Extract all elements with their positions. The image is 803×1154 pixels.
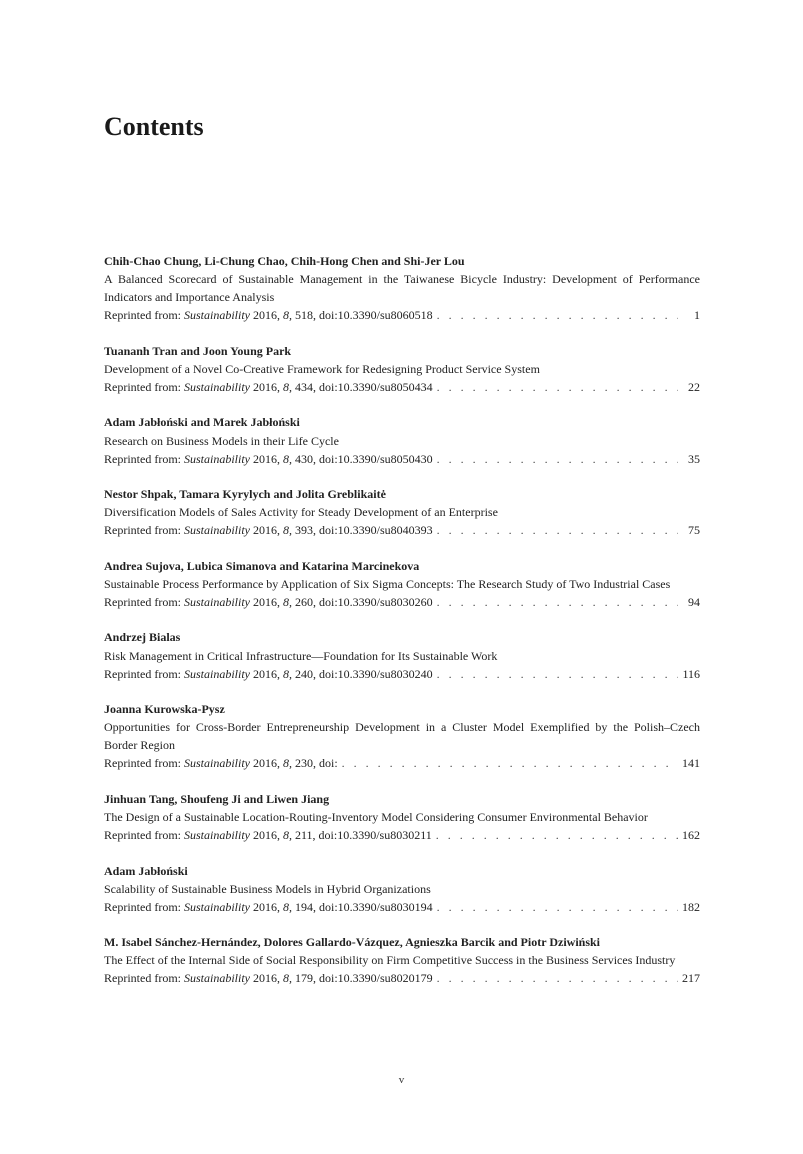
reprint-prefix: Reprinted from:	[104, 899, 181, 914]
entry-title: A Balanced Scorecard of Sustainable Management in the Taiwanese Bicycle Industry: Development of Performance Indicators and Importance Analysis	[104, 272, 700, 305]
citation-text	[104, 378, 433, 396]
toc-entry[interactable]	[104, 790, 700, 844]
entry-citation	[104, 521, 700, 539]
dot-leader	[437, 378, 678, 396]
citation-text	[104, 306, 433, 324]
entry-citation	[104, 450, 700, 468]
toc-entry[interactable]	[104, 628, 700, 682]
citation-year: 2016,	[252, 899, 280, 914]
citation-volume: 8,	[282, 828, 292, 843]
journal-name: Sustainability	[183, 379, 250, 394]
citation-details: 518, doi:10.3390/su8060518	[294, 308, 433, 323]
citation-year: 2016,	[252, 451, 280, 466]
entry-page-number[interactable]: 162	[682, 828, 700, 843]
citation-year: 2016,	[252, 756, 280, 771]
entry-title: Scalability of Sustainable Business Models in Hybrid Organizations	[104, 881, 431, 896]
reprint-prefix: Reprinted from:	[104, 971, 181, 986]
citation-year: 2016,	[252, 594, 280, 609]
entry-page-number[interactable]: 141	[682, 756, 700, 771]
citation-text	[104, 898, 433, 916]
citation-details: 260, doi:10.3390/su8030260	[294, 594, 433, 609]
citation-volume: 8,	[282, 971, 292, 986]
toc-entry[interactable]	[104, 485, 700, 539]
journal-name: Sustainability	[183, 594, 250, 609]
dot-leader	[437, 593, 678, 611]
page-number: v	[398, 1074, 405, 1086]
entry-authors: Adam Jabłoński and Marek Jabłoński	[104, 415, 300, 430]
toc-entry[interactable]	[104, 700, 700, 772]
reprint-prefix: Reprinted from:	[104, 666, 181, 681]
citation-text	[104, 754, 338, 772]
citation-text	[104, 969, 433, 987]
journal-name: Sustainability	[183, 523, 250, 538]
toc-entry[interactable]	[104, 252, 700, 324]
entry-page-number[interactable]: 116	[682, 666, 700, 681]
journal-name: Sustainability	[183, 828, 250, 843]
journal-name: Sustainability	[183, 756, 250, 771]
citation-details: 194, doi:10.3390/su8030194	[294, 899, 433, 914]
citation-volume: 8,	[282, 594, 292, 609]
dot-leader	[437, 665, 678, 683]
journal-name: Sustainability	[183, 308, 250, 323]
citation-year: 2016,	[252, 308, 280, 323]
dot-leader	[342, 754, 678, 772]
entry-page-number[interactable]: 75	[688, 523, 700, 538]
dot-leader	[437, 306, 678, 324]
citation-year: 2016,	[252, 971, 280, 986]
entry-authors: Joanna Kurowska-Pysz	[104, 702, 225, 717]
citation-volume: 8,	[282, 756, 292, 771]
entry-citation	[104, 593, 700, 611]
entry-page-number[interactable]: 182	[682, 899, 700, 914]
dot-leader	[437, 521, 678, 539]
citation-volume: 8,	[282, 523, 292, 538]
toc-entry[interactable]	[104, 862, 700, 916]
citation-volume: 8,	[282, 899, 292, 914]
citation-volume: 8,	[282, 308, 292, 323]
citation-volume: 8,	[282, 451, 292, 466]
citation-details: 393, doi:10.3390/su8040393	[294, 523, 433, 538]
reprint-prefix: Reprinted from:	[104, 594, 181, 609]
citation-year: 2016,	[252, 379, 280, 394]
citation-details: 230, doi:	[294, 756, 338, 771]
reprint-prefix: Reprinted from:	[104, 308, 181, 323]
entry-page-number[interactable]: 22	[688, 379, 700, 394]
entry-citation	[104, 378, 700, 396]
citation-text	[104, 826, 432, 844]
table-of-contents	[104, 252, 700, 1005]
entry-citation	[104, 306, 700, 324]
reprint-prefix: Reprinted from:	[104, 756, 181, 771]
entry-authors: Jinhuan Tang, Shoufeng Ji and Liwen Jiang	[104, 791, 330, 806]
entry-title: Risk Management in Critical Infrastructure—Foundation for Its Sustainable Work	[104, 648, 498, 663]
entry-citation	[104, 754, 700, 772]
entry-authors: M. Isabel Sánchez-Hernández, Dolores Gallardo-Vázquez, Agnieszka Barcik and Piotr Dziwiński	[104, 935, 601, 950]
entry-authors: Nestor Shpak, Tamara Kyrylych and Jolita Greblikaitė	[104, 487, 386, 502]
entry-title: The Effect of the Internal Side of Social Responsibility on Firm Competitive Success in the Business Services Industry	[104, 953, 676, 968]
reprint-prefix: Reprinted from:	[104, 451, 181, 466]
citation-text	[104, 521, 433, 539]
citation-text	[104, 665, 433, 683]
journal-name: Sustainability	[183, 666, 250, 681]
dot-leader	[437, 450, 678, 468]
entry-page-number[interactable]: 35	[688, 451, 700, 466]
entry-page-number[interactable]: 94	[688, 594, 700, 609]
citation-details: 179, doi:10.3390/su8020179	[294, 971, 433, 986]
entry-title: Diversification Models of Sales Activity for Steady Development of an Enterprise	[104, 505, 498, 520]
citation-volume: 8,	[282, 379, 292, 394]
journal-name: Sustainability	[183, 451, 250, 466]
citation-text	[104, 593, 433, 611]
entry-citation	[104, 665, 700, 683]
toc-entry[interactable]	[104, 342, 700, 396]
entry-citation	[104, 826, 700, 844]
entry-title: Research on Business Models in their Life Cycle	[104, 433, 339, 448]
entry-authors: Andrea Sujova, Lubica Simanova and Katarina Marcinekova	[104, 558, 420, 573]
toc-entry[interactable]	[104, 557, 700, 611]
journal-name: Sustainability	[183, 971, 250, 986]
citation-year: 2016,	[252, 828, 280, 843]
entry-title: Sustainable Process Performance by Application of Six Sigma Concepts: The Research Study of Two Industrial Cases	[104, 576, 671, 591]
entry-authors: Tuananh Tran and Joon Young Park	[104, 343, 292, 358]
citation-details: 240, doi:10.3390/su8030240	[294, 666, 433, 681]
journal-name: Sustainability	[183, 899, 250, 914]
dot-leader	[436, 826, 678, 844]
dot-leader	[437, 969, 678, 987]
citation-year: 2016,	[252, 666, 280, 681]
entry-title: The Design of a Sustainable Location-Routing-Inventory Model Considering Consumer Environmental Behavior	[104, 809, 648, 824]
entry-authors: Adam Jabłoński	[104, 863, 188, 878]
entry-authors: Andrzej Bialas	[104, 630, 181, 645]
dot-leader	[437, 898, 678, 916]
citation-volume: 8,	[282, 666, 292, 681]
entry-authors: Chih-Chao Chung, Li-Chung Chao, Chih-Hong Chen and Shi-Jer Lou	[104, 254, 465, 268]
entry-title: Development of a Novel Co-Creative Framework for Redesigning Product Service System	[104, 361, 540, 376]
entry-title: Opportunities for Cross-Border Entrepreneurship Development in a Cluster Model Exemplified by the Polish–Czech Border Region	[104, 720, 700, 753]
citation-text	[104, 450, 433, 468]
reprint-prefix: Reprinted from:	[104, 379, 181, 394]
citation-details: 211, doi:10.3390/su8030211	[294, 828, 432, 843]
entry-page-number[interactable]: 1	[694, 308, 700, 323]
entry-page-number[interactable]: 217	[682, 971, 700, 986]
entry-citation	[104, 898, 700, 916]
citation-details: 430, doi:10.3390/su8050430	[294, 451, 433, 466]
reprint-prefix: Reprinted from:	[104, 828, 181, 843]
page-title: Contents	[104, 112, 204, 141]
citation-year: 2016,	[252, 523, 280, 538]
entry-citation	[104, 969, 700, 987]
toc-entry[interactable]	[104, 933, 700, 987]
reprint-prefix: Reprinted from:	[104, 523, 181, 538]
citation-details: 434, doi:10.3390/su8050434	[294, 379, 433, 394]
toc-entry[interactable]	[104, 413, 700, 467]
